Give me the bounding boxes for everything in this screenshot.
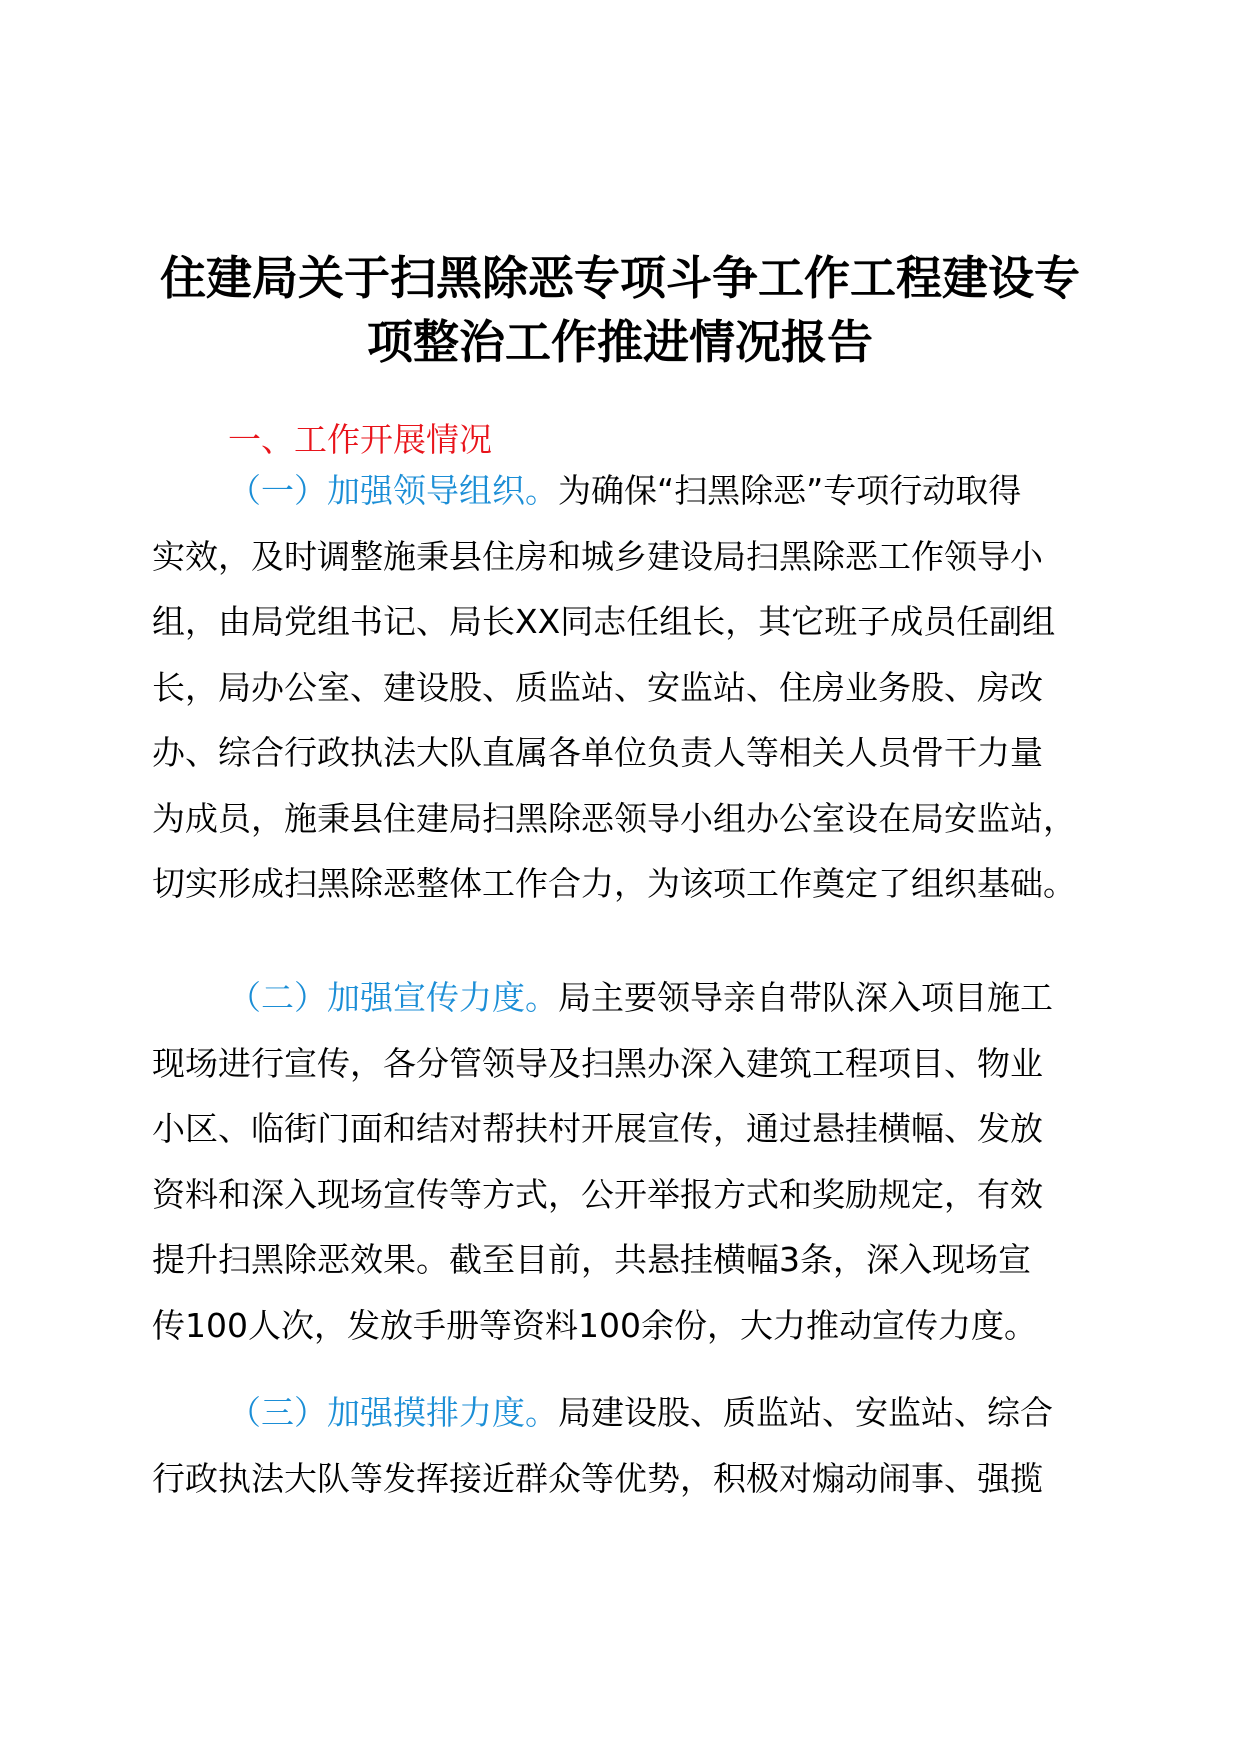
section-heading-1: 一、工作开展情况 bbox=[228, 420, 492, 459]
paragraph-1-text-1: 为确保“扫黑除恶”专项行动取得 bbox=[558, 471, 1022, 510]
document-title bbox=[140, 246, 1100, 374]
paragraph-1-line-5: 办、综合行政执法大队直属各单位负责人等相关人员骨干力量 bbox=[152, 733, 1043, 772]
paragraph-2-line-6: 传100人次，发放手册等资料100余份，大力推动宣传力度。 bbox=[152, 1305, 1037, 1345]
title-line-2: 项整治工作推进情况报告 bbox=[367, 315, 873, 369]
paragraph-3-lead: （三）加强摸排力度。 bbox=[228, 1393, 558, 1432]
paragraph-1 bbox=[152, 458, 1092, 917]
paragraph-1-line-2: 实效，及时调整施秉县住房和城乡建设局扫黑除恶工作领导小 bbox=[152, 536, 1043, 576]
paragraph-3-text-1: 局建设股、质监站、安监站、综合 bbox=[558, 1393, 1053, 1432]
paragraph-1-line-4: 长，局办公室、建设股、质监站、安监站、住房业务股、房改 bbox=[152, 667, 1043, 707]
paragraph-2-line-1 bbox=[152, 965, 1092, 1031]
paragraph-1-line-6: 为成员，施秉县住建局扫黑除恶领导小组办公室设在局安监站， bbox=[152, 798, 1076, 838]
paragraph-2 bbox=[152, 965, 1092, 1358]
paragraph-2-line-5: 提升扫黑除恶效果。截至目前，共悬挂横幅3条，深入现场宣 bbox=[152, 1240, 1031, 1279]
paragraph-3-line-2: 行政执法大队等发挥接近群众等优势，积极对煽动闹事、强揽 bbox=[152, 1458, 1043, 1498]
paragraph-2-lead: （二）加强宣传力度。 bbox=[228, 978, 558, 1017]
paragraph-3 bbox=[152, 1380, 1092, 1511]
paragraph-1-line-3: 组，由局党组书记、局长XX同志任组长，其它班子成员任副组 bbox=[152, 602, 1056, 641]
paragraph-1-lead: （一）加强领导组织。 bbox=[228, 471, 558, 510]
paragraph-2-line-4: 资料和深入现场宣传等方式，公开举报方式和奖励规定，有效 bbox=[152, 1174, 1043, 1214]
paragraph-1-line-1 bbox=[152, 458, 1092, 524]
paragraph-1-line-7: 切实形成扫黑除恶整体工作合力，为该项工作奠定了组织基础。 bbox=[152, 864, 1076, 903]
title-line-1: 住建局关于扫黑除恶专项斗争工作工程建设专 bbox=[160, 251, 1080, 305]
paragraph-2-line-3: 小区、临街门面和结对帮扶村开展宣传，通过悬挂横幅、发放 bbox=[152, 1109, 1043, 1148]
paragraph-2-line-2: 现场进行宣传，各分管领导及扫黑办深入建筑工程项目、物业 bbox=[152, 1043, 1043, 1083]
paragraph-3-line-1 bbox=[152, 1380, 1092, 1446]
paragraph-2-text-1: 局主要领导亲自带队深入项目施工 bbox=[558, 978, 1053, 1017]
